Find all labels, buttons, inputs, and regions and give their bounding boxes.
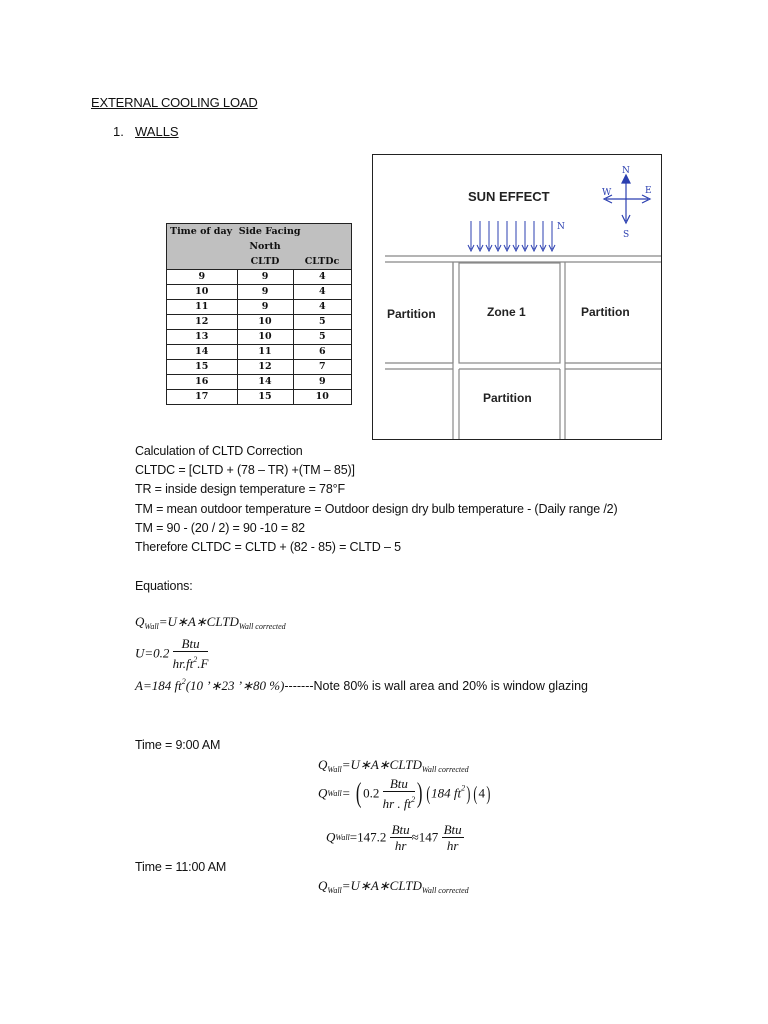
equals: = [341,785,351,801]
cell-cltdc: 4 [293,270,352,285]
list-label-walls: WALLS [135,124,179,139]
sun-rays-icon [468,221,555,251]
cltd-value: 4 [478,785,485,801]
cell-time: 12 [167,315,238,330]
table-header-row-3 [167,254,352,270]
calc-line-2: TR = inside design temperature = 78°F [135,482,345,496]
cell-time: 16 [167,375,238,390]
hr-denominator: hr [394,838,407,853]
table-row [167,300,352,315]
room-right-label: Partition [581,305,630,319]
area-note: -------Note 80% is wall area and 20% is window glazing [284,679,588,693]
den-hr-ft: hr . ft [382,796,412,811]
compass-w: W [602,188,612,198]
corrected-subscript: Wall corrected [421,886,469,895]
table-row [167,270,352,285]
cell-cltd: 9 [237,270,293,285]
compass-s: S [623,230,630,240]
a-lhs: A=184 ft [135,678,182,693]
den-sq: 2 [411,795,416,804]
wall-subscript: Wall [335,833,350,842]
cell-time: 17 [167,390,238,405]
time-9-label: Time = 9:00 AM [135,738,221,752]
equation-u [135,636,208,671]
wall-subscript: Wall [327,765,342,774]
a-rhs: (10 ’∗23 ’∗80 %) [185,678,285,693]
cell-time: 11 [167,300,238,315]
btu-numerator: Btu [391,822,410,837]
btu-numerator: Btu [383,776,416,792]
den-f: .F [197,656,209,671]
wall-subscript: Wall [327,886,342,895]
u-lhs: U=0.2 [135,645,170,661]
diagram-svg [373,155,661,439]
cell-cltdc: 4 [293,300,352,315]
a-sq: 2 [181,677,186,686]
q-symbol: Q [318,757,328,772]
cell-cltdc: 7 [293,360,352,375]
cell-time: 9 [167,270,238,285]
compass-icon [604,175,650,223]
q-symbol: Q [326,829,336,845]
calc-line-3: TM = mean outdoor temperature = Outdoor design dry bulb temperature - (Daily range /2) [135,502,618,516]
cltd-table [166,223,352,405]
q-symbol: Q [318,878,328,893]
table-row [167,345,352,360]
list-number: 1. [113,124,124,139]
wall-subscript: Wall [327,789,342,798]
u-numerator: Btu [173,636,209,652]
time-11-label: Time = 11:00 AM [135,860,227,874]
compass-n: N [622,166,630,176]
time-9-eq-2 [318,776,492,811]
btu-numerator: Btu [443,822,462,837]
btu-hr-fraction [442,822,464,853]
q-symbol: Q [135,614,145,629]
paren-close-icon: ) [417,777,423,809]
header-side-facing: Side Facing [238,226,301,237]
q-rhs: =U∗A∗CLTD [158,614,239,629]
result-value: =147.2 [349,829,387,845]
sun-ray-label: N [557,222,565,232]
q-rhs: =U∗A∗CLTD [341,878,422,893]
cell-time: 14 [167,345,238,360]
sun-effect-diagram [372,154,662,440]
cell-cltd: 15 [237,390,293,405]
wall-subscript: Wall [144,622,159,631]
cell-cltd: 10 [237,315,293,330]
table-header-row-1 [167,224,352,240]
cell-cltd: 14 [237,375,293,390]
paren-close-icon: ) [486,782,491,805]
table-row [167,330,352,345]
compass-e: E [645,186,652,196]
header-north: North [237,239,293,254]
room-center-label: Zone 1 [487,305,526,319]
calc-line-5: Therefore CLTDC = CLTD + (82 - 85) = CLTD – 5 [135,540,401,554]
q-rhs: =U∗A∗CLTD [341,757,422,772]
header-cltdc: CLTDc [293,254,352,270]
area-value: 184 ft [431,785,462,801]
table-row [167,390,352,405]
room-bottom-label: Partition [483,391,532,405]
table-header-row-2 [167,239,352,254]
cell-time: 15 [167,360,238,375]
den-hr: hr [172,656,183,671]
den-ft: .ft [182,656,194,671]
corrected-subscript: Wall corrected [421,765,469,774]
area-sq: 2 [461,783,466,793]
u-denominator [173,652,209,671]
time-9-eq-3 [326,822,464,853]
section-heading: EXTERNAL COOLING LOAD [91,95,258,110]
equations-label: Equations: [135,579,193,593]
btu-denominator [383,792,416,811]
sun-effect-title: SUN EFFECT [468,189,550,204]
cell-cltdc: 5 [293,330,352,345]
cell-cltd: 9 [237,300,293,315]
table-row [167,375,352,390]
table-row [167,315,352,330]
header-cltd: CLTD [237,254,293,270]
approx-value: ≈147 [411,829,439,845]
q-symbol: Q [318,785,328,801]
time-11-eq-1 [318,878,469,895]
den-sq: 2 [193,655,198,664]
table-row [167,360,352,375]
cell-cltd: 12 [237,360,293,375]
coef-value: 0.2 [363,785,380,801]
cell-time: 10 [167,285,238,300]
floor-plan-walls [385,256,661,439]
calc-title: Calculation of CLTD Correction [135,444,303,458]
paren-open-icon: ( [473,782,478,805]
cell-cltd: 9 [237,285,293,300]
cell-cltd: 10 [237,330,293,345]
btu-fraction [383,776,416,811]
room-left-label: Partition [387,307,436,321]
calc-line-4: TM = 90 - (20 / 2) = 90 -10 = 82 [135,521,305,535]
cell-cltdc: 6 [293,345,352,360]
time-9-eq-1 [318,757,469,774]
calc-line-1: CLTDC = [CLTD + (78 – TR) +(TM – 85)] [135,463,355,477]
cell-cltdc: 4 [293,285,352,300]
paren-open-icon: ( [425,782,430,805]
paren-close-icon: ) [466,782,471,805]
table-row [167,285,352,300]
equation-a [135,677,588,694]
equation-q-wall [135,614,286,631]
header-time-of-day: Time of day [170,226,233,237]
btu-hr-fraction [390,822,412,853]
cell-cltdc: 5 [293,315,352,330]
cell-cltdc: 10 [293,390,352,405]
cell-time: 13 [167,330,238,345]
cell-cltd: 11 [237,345,293,360]
hr-denominator: hr [446,838,459,853]
corrected-subscript: Wall corrected [238,622,286,631]
cell-cltdc: 9 [293,375,352,390]
u-fraction [173,636,209,671]
paren-open-icon: ( [355,777,362,809]
